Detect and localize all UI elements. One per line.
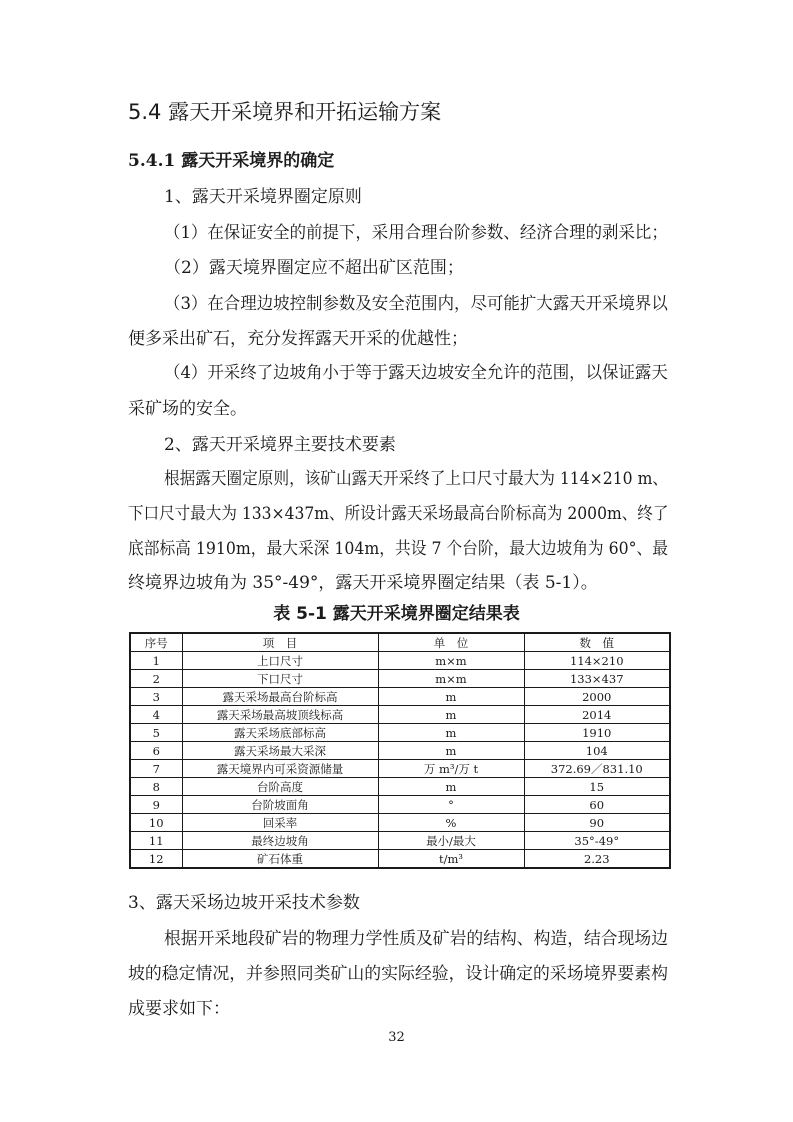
table-row bbox=[130, 688, 670, 706]
cell-unit: m bbox=[378, 742, 524, 760]
cell-unit: 最小/最大 bbox=[378, 832, 524, 850]
paragraph-line: 底部标高 1910m，最大采深 104m，共设 7 个台阶，最大边坡角为 60°、最 bbox=[128, 539, 668, 559]
cell-value: 2014 bbox=[524, 706, 670, 724]
cell-index: 11 bbox=[130, 832, 182, 850]
cell-index: 6 bbox=[130, 742, 182, 760]
table-row bbox=[130, 778, 670, 796]
cell-unit: m bbox=[378, 778, 524, 796]
cell-value: 372.69／831.10 bbox=[524, 760, 670, 778]
cell-item: 台阶坡面角 bbox=[182, 796, 378, 814]
cell-value: 2.23 bbox=[524, 850, 670, 869]
cell-item: 最终边坡角 bbox=[182, 832, 378, 850]
table-row bbox=[130, 706, 670, 724]
cell-index: 4 bbox=[130, 706, 182, 724]
cell-index: 10 bbox=[130, 814, 182, 832]
paragraph-line: 成要求如下： bbox=[128, 999, 230, 1019]
item3-heading: 3、露天采场边坡开采技术参数 bbox=[128, 893, 360, 913]
cell-item: 露天采场最高台阶标高 bbox=[182, 688, 378, 706]
table-row bbox=[130, 760, 670, 778]
cell-value: 114×210 bbox=[524, 652, 670, 670]
table-row bbox=[130, 850, 670, 869]
cell-value: 15 bbox=[524, 778, 670, 796]
subsection-title: 5.4.1 露天开采境界的确定 bbox=[128, 151, 335, 171]
principle-4-line2: 采矿场的安全。 bbox=[128, 399, 247, 419]
table-row bbox=[130, 742, 670, 760]
principle-3-line1: （3）在合理边坡控制参数及安全范围内，尽可能扩大露天开采境界以 bbox=[164, 294, 668, 314]
cell-item: 露天采场底部标高 bbox=[182, 724, 378, 742]
result-table bbox=[129, 632, 671, 869]
cell-unit: 万 m³/万 t bbox=[378, 760, 524, 778]
cell-item: 台阶高度 bbox=[182, 778, 378, 796]
cell-index: 5 bbox=[130, 724, 182, 742]
cell-unit: m×m bbox=[378, 670, 524, 688]
cell-index: 7 bbox=[130, 760, 182, 778]
cell-item: 露天采场最大采深 bbox=[182, 742, 378, 760]
cell-unit: t/m³ bbox=[378, 850, 524, 869]
cell-item: 回采率 bbox=[182, 814, 378, 832]
header-unit: 单 位 bbox=[378, 633, 524, 652]
cell-value: 2000 bbox=[524, 688, 670, 706]
cell-item: 矿石体重 bbox=[182, 850, 378, 869]
cell-index: 3 bbox=[130, 688, 182, 706]
cell-index: 8 bbox=[130, 778, 182, 796]
table-row bbox=[130, 814, 670, 832]
principle-3-line2: 便多采出矿石，充分发挥露天开采的优越性； bbox=[128, 329, 468, 349]
cell-value: 90 bbox=[524, 814, 670, 832]
cell-unit: m×m bbox=[378, 652, 524, 670]
paragraph-line: 终境界边坡角为 35°-49°，露天开采境界圈定结果（表 5-1）。 bbox=[128, 573, 598, 593]
cell-item: 下口尺寸 bbox=[182, 670, 378, 688]
cell-value: 60 bbox=[524, 796, 670, 814]
header-value: 数 值 bbox=[524, 633, 670, 652]
table-row bbox=[130, 670, 670, 688]
cell-item: 上口尺寸 bbox=[182, 652, 378, 670]
cell-value: 1910 bbox=[524, 724, 670, 742]
header-item: 项 目 bbox=[182, 633, 378, 652]
page-number: 32 bbox=[388, 1030, 405, 1045]
cell-unit: m bbox=[378, 724, 524, 742]
principle-1: （1）在保证安全的前提下，采用合理台阶参数、经济合理的剥采比； bbox=[164, 223, 668, 243]
principle-2: （2）露天境界圈定应不超出矿区范围； bbox=[164, 258, 464, 278]
table-row bbox=[130, 724, 670, 742]
cell-index: 2 bbox=[130, 670, 182, 688]
cell-value: 133×437 bbox=[524, 670, 670, 688]
cell-index: 9 bbox=[130, 796, 182, 814]
section-title: 5.4 露天开采境界和开拓运输方案 bbox=[128, 100, 442, 124]
paragraph-line: 根据开采地段矿岩的物理力学性质及矿岩的结构、构造，结合现场边 bbox=[164, 929, 668, 949]
cell-unit: ° bbox=[378, 796, 524, 814]
cell-index: 12 bbox=[130, 850, 182, 869]
cell-item: 露天境界内可采资源储量 bbox=[182, 760, 378, 778]
paragraph-line: 根据露天圈定原则，该矿山露天开采终了上口尺寸最大为 114×210 m、 bbox=[164, 469, 669, 489]
item2-heading: 2、露天开采境界主要技术要素 bbox=[164, 435, 396, 455]
table-row bbox=[130, 652, 670, 670]
cell-unit: m bbox=[378, 688, 524, 706]
table-row bbox=[130, 796, 670, 814]
cell-unit: % bbox=[378, 814, 524, 832]
header-index: 序号 bbox=[130, 633, 182, 652]
table-caption: 表 5-1 露天开采境界圈定结果表 bbox=[273, 604, 520, 624]
principle-4-line1: （4）开采终了边坡角小于等于露天边坡安全允许的范围，以保证露天 bbox=[164, 363, 668, 383]
paragraph-line: 下口尺寸最大为 133×437m、所设计露天采场最高台阶标高为 2000m、终了 bbox=[128, 504, 669, 524]
cell-value: 35°-49° bbox=[524, 832, 670, 850]
item1-heading: 1、露天开采境界圈定原则 bbox=[164, 187, 362, 207]
cell-unit: m bbox=[378, 706, 524, 724]
cell-index: 1 bbox=[130, 652, 182, 670]
paragraph-line: 坡的稳定情况，并参照同类矿山的实际经验，设计确定的采场境界要素构 bbox=[128, 964, 668, 984]
table-header-row bbox=[130, 633, 670, 652]
table-row bbox=[130, 832, 670, 850]
cell-value: 104 bbox=[524, 742, 670, 760]
cell-item: 露天采场最高坡顶线标高 bbox=[182, 706, 378, 724]
